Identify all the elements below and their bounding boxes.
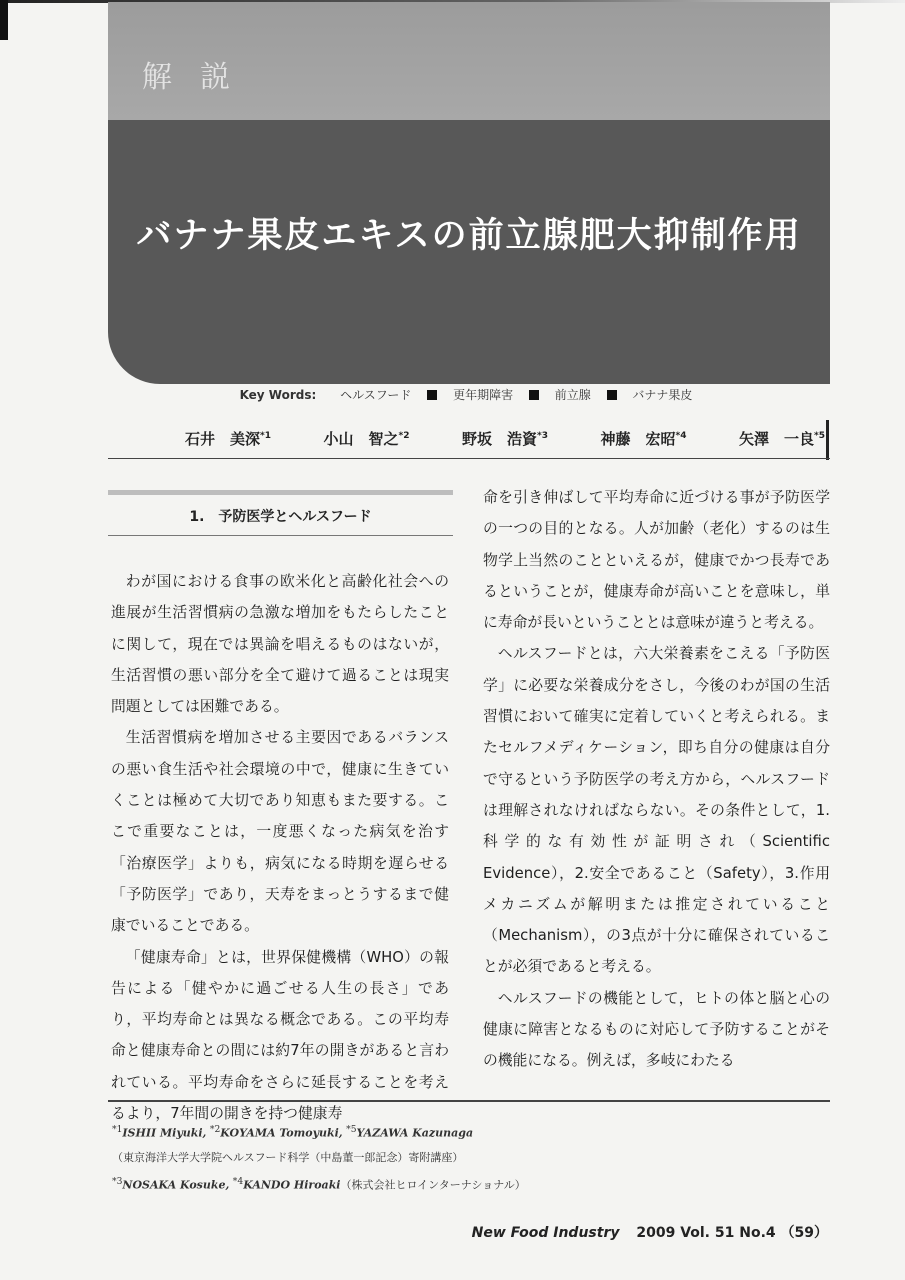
footnote-line: $^{*3}$NOSAKA Kosuke, $^{*4}$KANDO Hiroaki（株式会社ヒロインターナショナル） [112, 1175, 526, 1192]
author: 矢澤 一良$^{*5}$ [739, 430, 825, 448]
paragraph: ヘルスフードの機能として，ヒトの体と脳と心の健康に障害となるものに対応して予防することがその機能になる。例えば，多岐にわたる [483, 989, 830, 1070]
journal-name: New Food Industry [471, 1225, 620, 1241]
body-column-left [111, 566, 449, 1129]
keyword: 更年期障害 [453, 388, 514, 402]
section-heading: 1. 予防医学とヘルスフード [189, 509, 372, 525]
article-header [108, 2, 830, 384]
paragraph: 命を引き伸ばして平均寿命に近づける事が予防医学の一つの目的となる。人が加齢（老化）するのは生物学上当然のことといえるが，健康でかつ長寿であるということが，健康寿命が高いことを意味し，単に寿命が長いということとは意味が違うと考える。 [483, 489, 830, 632]
keyword: ヘルスフード [340, 388, 412, 402]
keyword: 前立腺 [554, 388, 591, 402]
paragraph: 生活習慣病を増加させる主要因であるバランスの悪い食生活や社会環境の中で，健康に生きていくことは極めて大切であり知恵もまた要する。ここで重要なことは，一度悪くなった病気を治す「治療医学」よりも，病気になる時期を遅らせる「予防医学」であり，天寿をまっとうするまで健康でいることである。 [111, 729, 449, 935]
author: 小山 智之$^{*2}$ [323, 430, 410, 448]
article-title: バナナ果皮エキスの前立腺肥大抑制作用 [136, 215, 802, 256]
author: 野坂 浩資$^{*3}$ [462, 430, 548, 448]
footnotes [112, 1118, 827, 1197]
keyword-separator [427, 390, 437, 400]
author-divider [108, 458, 830, 459]
title-band [108, 120, 830, 384]
section-heading-bar [108, 490, 453, 495]
paragraph: ヘルスフードとは，六大栄養素をこえる「予防医学」に必要な栄養成分をさし，今後のわが国の生活習慣において確実に定着していくと考えられる。またセルフメディケーション，即ち自分の健康は自分で守るという予防医学の考え方から，ヘルスフードは理解されなければならない。その条件として，1.科学的な有効性が証明され（Scientific Evidence），2.安全であること（Safety），3.作用メカニズムが解明または推定されていること（Mechanism），の3点が十分に確保されていることが必須であると考える。 [483, 645, 830, 976]
scan-corner [0, 0, 8, 40]
section-heading-rule [108, 535, 453, 536]
keywords-label: Key Words: [239, 388, 317, 402]
journal-issue: 2009 Vol. 51 No.4 [636, 1225, 776, 1241]
section-label: 解説 [142, 60, 258, 95]
journal-footer [472, 1222, 828, 1242]
paragraph: わが国における食事の欧米化と高齢化社会への進展が生活習慣病の急激な増加をもたらしたことに関して，現在では異論を唱えるものはないが，生活習慣の悪い部分を全て避けて過ることは現実問題としては困難である。 [111, 573, 449, 716]
author: 神藤 宏昭$^{*4}$ [600, 430, 687, 448]
author-divider-vertical [826, 420, 829, 460]
keyword-separator [529, 390, 539, 400]
author-list [185, 428, 825, 449]
keyword-separator [607, 390, 617, 400]
keywords-line [108, 386, 830, 403]
paragraph: 「健康寿命」とは，世界保健機構（WHO）の報告による「健やかに過ごせる人生の長さ」であり，平均寿命とは異なる概念である。この平均寿命と健康寿命との間には約7年の開きがあると言われている。平均寿命をさらに延長することを考えるより，7年間の開きを持つ健康寿 [111, 948, 449, 1123]
page-number: （59） [780, 1225, 828, 1241]
body-column-right [483, 482, 830, 1077]
footnote-divider [108, 1100, 830, 1102]
author: 石井 美深$^{*1}$ [185, 430, 271, 448]
header-top-band [108, 2, 830, 120]
footnote-line: （東京海洋大学大学院ヘルスフード科学（中島董一郎記念）寄附講座） [112, 1150, 464, 1164]
footnote-line: $^{*1}$ISHII Miyuki, $^{*2}$KOYAMA Tomoyuki, $^{*5}$YAZAWA Kazunaga [112, 1124, 474, 1140]
keyword: バナナ果皮 [632, 388, 693, 402]
